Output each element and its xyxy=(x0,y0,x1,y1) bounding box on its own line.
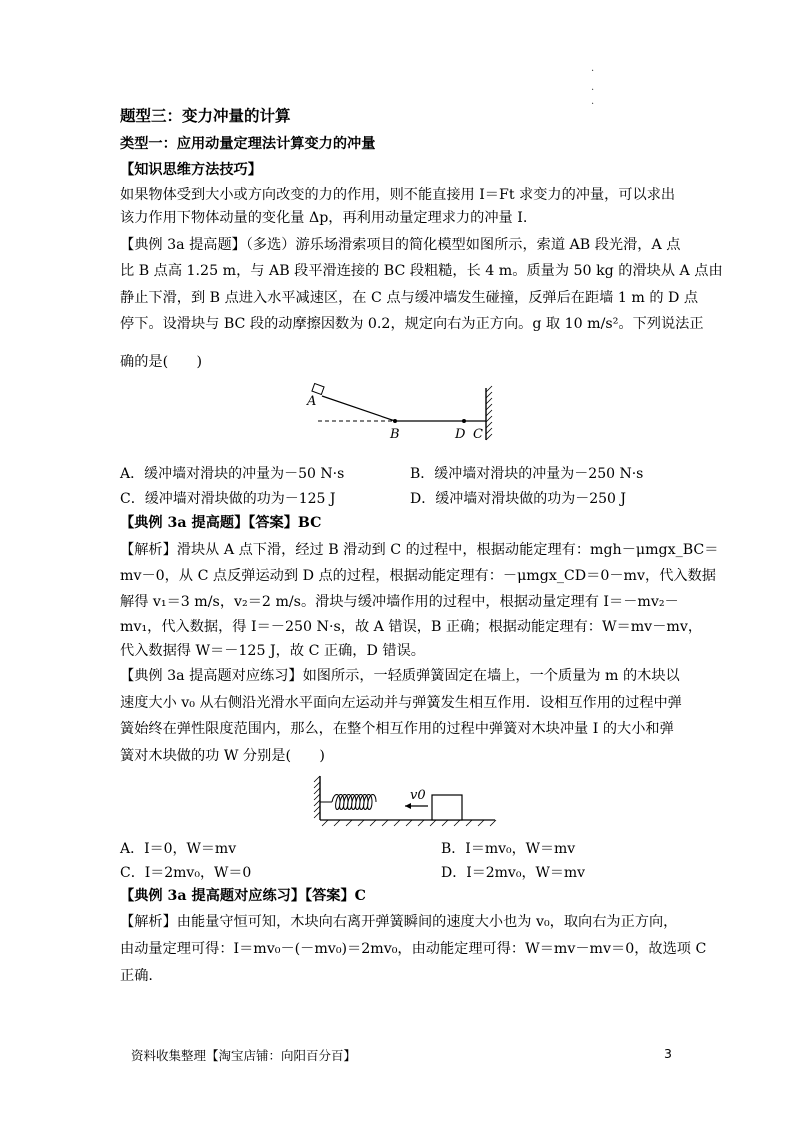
section-title: 题型三：变力冲量的计算 xyxy=(120,106,291,125)
answer-line: 【典例 3a 提高题对应练习】【答案】C xyxy=(120,888,366,904)
analysis-line: 代入数据得 W＝－125 J，故 C 正确，D 错误。 xyxy=(120,643,425,659)
analysis-line: 正确. xyxy=(120,968,153,984)
footer-source: 资料收集整理【淘宝店铺：向阳百分百】 xyxy=(131,1048,357,1063)
option-c: C．I＝2mv₀，W＝0 xyxy=(120,865,252,881)
spring-block-figure xyxy=(310,772,500,830)
spring-coil xyxy=(332,795,376,810)
velocity-arrowhead xyxy=(405,803,411,809)
label-c: C xyxy=(473,427,483,442)
wall-hatching xyxy=(486,386,492,440)
incline-ab xyxy=(322,396,395,421)
example2-line: 簧对木块做的功 W 分别是( ) xyxy=(120,748,325,764)
slider-block xyxy=(312,384,324,395)
analysis-line: 解得 v₁＝3 m/s，v₂＝2 m/s。滑块与缓冲墙作用的过程中，根据动量定理有 I＝－mv₂－ xyxy=(120,594,679,610)
option-d: D．I＝2mv₀，W＝mv xyxy=(441,865,586,881)
method-line: 该力作用下物体动量的变化量 Δp，再利用动量定理求力的冲量 I. xyxy=(120,210,528,226)
example1-line: 静止下滑，到 B 点进入水平减速区，在 C 点与缓冲墙发生碰撞，反弹后在距墙 1 m 的 D 点 xyxy=(120,290,699,306)
option-a: A．I＝0，W＝mv xyxy=(120,841,237,857)
label-a: A xyxy=(307,394,317,409)
method-heading: 【知识思维方法技巧】 xyxy=(120,162,262,178)
method-line: 如果物体受到大小或方向改变的力的作用，则不能直接用 I＝Ft 求变力的冲量，可以求出 xyxy=(120,187,676,203)
page-number: 3 xyxy=(664,1046,672,1061)
subsection-title: 类型一：应用动量定理法计算变力的冲量 xyxy=(120,136,376,152)
example2-line: 簧始终在弹性限度范围内，那么，在整个相互作用的过程中弹簧对木块冲量 I 的大小和弹 xyxy=(120,721,674,737)
analysis-line: 【解析】由能量守恒可知，木块向右离开弹簧瞬间的速度大小也为 v₀，取向右为正方向， xyxy=(120,914,678,930)
label-d: D xyxy=(455,427,466,442)
option-b: B．I＝mv₀，W＝mv xyxy=(441,841,576,857)
analysis-line: mv₁，代入数据，得 I＝－250 N·s，故 A 错误，B 正确；根据动能定理有：W＝mv－mv， xyxy=(120,619,703,635)
floor-hatching xyxy=(322,820,496,826)
zipline-figure xyxy=(300,378,500,442)
example1-line: 比 B 点高 1.25 m，与 AB 段平滑连接的 BC 段粗糙，长 4 m。质量为 50 kg 的滑块从 A 点由 xyxy=(120,263,723,279)
option-b: B．缓冲墙对滑块的冲量为－250 N·s xyxy=(410,466,644,482)
header-dot: · xyxy=(591,66,595,77)
wooden-block xyxy=(432,795,462,820)
analysis-line: 由动量定理可得：I＝mv₀－(－mv₀)＝2mv₀，由动能定理可得：W＝mv－mv＝0，故选项 C xyxy=(120,941,707,957)
example1-line: 确的是( ) xyxy=(120,354,203,370)
example2-line: 速度大小 v₀ 从右侧沿光滑水平面向左运动并与弹簧发生相互作用．设相互作用的过程中弹 xyxy=(120,695,682,711)
example1-line: 停下。设滑块与 BC 段的动摩擦因数为 0.2，规定向右为正方向。g 取 10 m/s²。下列说法正 xyxy=(120,316,704,332)
option-c: C．缓冲墙对滑块做的功为－125 J xyxy=(120,491,336,507)
option-d: D．缓冲墙对滑块做的功为－250 J xyxy=(410,491,627,507)
example2-line: 【典例 3a 提高题对应练习】如图所示，一轻质弹簧固定在墙上，一个质量为 m 的木块以 xyxy=(120,668,680,684)
label-b: B xyxy=(390,427,400,442)
wall-hatching xyxy=(314,776,320,818)
analysis-line: 【解析】滑块从 A 点下滑，经过 B 滑动到 C 的过程中，根据动能定理有：mgh－μmgx_BC＝ xyxy=(120,542,719,558)
point-d-dot xyxy=(462,419,466,423)
answer-line: 【典例 3a 提高题】【答案】BC xyxy=(120,515,322,531)
option-a: A．缓冲墙对滑块的冲量为－50 N·s xyxy=(120,466,345,482)
header-dot: . xyxy=(591,82,595,93)
label-v0: v0 xyxy=(410,788,426,803)
analysis-line: mv－0，从 C 点反弹运动到 D 点的过程，根据动能定理有：－μmgx_CD＝0－mv，代入数据 xyxy=(120,568,716,584)
example1-line: 【典例 3a 提高题】（多选）游乐场滑索项目的简化模型如图所示，索道 AB 段光滑，A 点 xyxy=(120,237,681,253)
header-dot: . xyxy=(591,96,595,107)
point-b-dot xyxy=(393,419,397,423)
